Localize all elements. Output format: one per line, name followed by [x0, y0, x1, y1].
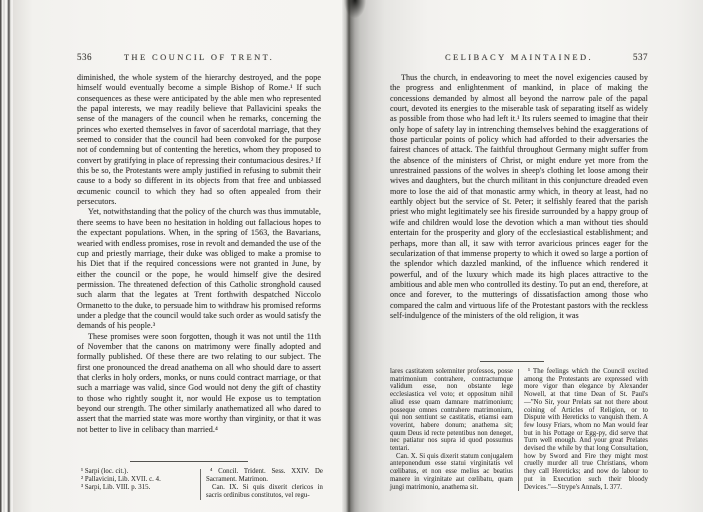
left-page-number: 536: [77, 52, 92, 62]
body-paragraph: These promises were soon forgotten, though it was not until the 11th of November that the canons on matrimony were finally adopted and formally published. Of these there are two relating to our subject. The first one pronounced the dread anathema on all who should dare to assert that clerks in holy orders, monks, or nuns could contract marriage, or that such a marriage was valid, since God would not deny the gift of chastity to those who rightly sought it, nor would He expose us to temptation beyond our strength. The other similarly anathematized all who dared to assert that the married state was more worthy than virginity, or that it was not better to live in celibacy than married.⁴: [77, 331, 321, 434]
body-paragraph: Yet, notwithstanding that the policy of the church was thus immutable, there seems to have been no hesitation in holding out fallacious hopes to the expectant populations. When, in the spring of 1563, the Bavarians, wearied with endless promises, rose in revolt and demanded the use of the cup and priestly marriage, their duke was obliged to make a promise to his Diet that if the required concessions were not granted in June, by either the council or the pope, he would himself give the desired permission. The threatened defection of this Catholic stronghold caused such alarm that the legates at Trent forthwith despatched Niccolo Ormanetto to the duke, to persuade him to withdraw his promised reforms under a pledge that the council would take such order as would satisfy the demands of his people.³: [77, 207, 321, 331]
left-page-body: [77, 73, 321, 435]
footnote: ¹ The feelings which the Council excited among the Protestants are expressed with more vigor than elegance by Alexander Nowell, at that time Dean of St. Paul's—"No Sir, your Prelats sat not there about coining of Articles of Religion, or to Dispute with Hereticks to vanquish them. A few lousy Friars, whom no Man would fear but in his Pottage or Egg-py, did serve that Turn well enough. And your great Prelates devised the while by that long Consultation, how by Sword and Fire they might most cruelly murder all true Christians, whom they call Hereticks; and now do labour to put in Execution such their bloody Devices."—Strype's Annals, I. 377.: [524, 368, 648, 491]
right-page-number: 537: [633, 52, 648, 62]
body-paragraph: diminished, the whole system of the hierarchy destroyed, and the pope himself would eventually become a simple Bishop of Rome.¹ If such consequences as these were anticipated by the able men who represented the papal interests, we may readily believe that Pallavicini speaks the sense of the managers of the council when he remarks, concerning the princes who exerted themselves in favor of sacerdotal marriage, that they seemed to consider that the council had been convoked for the purpose not of condemning but of contenting the heretics, whom they proposed to convert by gratifying in place of repressing their contumacious desires.² If this be so, the Protestants were amply justified in refusing to submit their cause to a body so different in its objects from that free and unbiassed œcumenic council to which they had so often appealed from their persecutors.: [77, 73, 321, 207]
body-paragraph: Thus the church, in endeavoring to meet the novel exigencies caused by the progress and enlightenment of mankind, in place of making the concessions demanded by almost all beyond the narrow pale of the papal court, devoted its energies to the miserable task of separating itself as widely as possible from those who had left it.¹ Its rulers seemed to imagine that their only hope of safety lay in intrenching themselves behind the exaggerations of those particular points of policy which had afforded to their adversaries the fairest chances of attack. The faithful throughout Germany might suffer from the absence of the ministers of Christ, or might endure yet more from the unrestrained passions of the wolves in sheep's clothing let loose among their wives and daughters, but the church militant in this conjuncture dreaded even more to lose the aid of that monastic army which, in theory at least, had no earthly object but the service of St. Peter; it selfishly feared that the parish priest who might legitimately see his fireside surrounded by a happy group of wife and children would lose the devotion which a man without ties should entertain for the prosperity and glory of the ecclesiastical establishment; and perhaps, more than all, it saw with terror avaricious princes eager for the secularization of that immense property to which it owed so large a portion of the splendor which dazzled mankind, of the influence which rendered it powerful, and of the luxury which made its high places attractive to the ambitious and able men who controlled its destiny. To put an end, therefore, at once and forever, to the mutterings of dissatisfaction among those who compared the calm and virtuous life of the Protestant pastors with the reckless self-indulgence of the ministers of the old religion, it was: [390, 73, 648, 320]
left-page-footnotes: [77, 468, 323, 500]
right-running-title: CELIBACY MAINTAINED.: [444, 52, 594, 62]
footnote: ² Pallavicini, Lib. XVII. c. 4.: [81, 476, 161, 483]
footnote-rule: [130, 461, 248, 462]
footnote: ⁴ Concil. Trident. Sess. XXIV. De Sacrament. Matrimon.: [206, 468, 323, 483]
footnote-column-divider: [200, 469, 201, 500]
footnote-column: [77, 468, 195, 500]
footnote-rule: [480, 361, 544, 362]
footnote-column: [390, 368, 513, 491]
right-page-body: [390, 73, 648, 321]
footnote: lares castitatem solemniter professos, posse matrimonium contrahere, contractumque validum esse, non obstante lege ecclesiastica vel voto; et oppositum nihil aliud esse quam damnare matrimonium; posseque omnes contrahere matrimonium, qui non sentiunt se castitatis, etiamsi eam voverint, habere donum; anathema sit; quum Deus id recte petentibus non deneget, nec patiatur nos supra id quod possumus tentari.: [390, 368, 513, 453]
footnote-column: [206, 468, 323, 500]
footnote: Can. X. Si quis dixerit statum conjugalem anteponendum esse statui virginitatis vel cœlibatus, et non esse melius ac beatius manere in virginitate aut cœlibatu, quam jungi matrimonio, anathema sit.: [390, 452, 513, 491]
book-gutter-shadow: [342, 0, 368, 512]
footnote-column-divider: [518, 369, 519, 491]
right-page-footnotes: [390, 368, 648, 491]
footnote: ³ Sarpi, Lib. VIII. p. 315.: [81, 484, 151, 491]
book-page-edges: [0, 0, 13, 512]
footnote: Can. IX. Si quis dixerit clericos in sacris ordinibus constitutos, vel regu-: [206, 484, 323, 499]
left-running-title: THE COUNCIL OF TRENT.: [123, 52, 275, 62]
left-page-header: [77, 52, 321, 64]
footnote-column: [524, 368, 648, 491]
right-page-header: [390, 52, 648, 64]
footnote: ¹ Sarpi (loc. cit.).: [81, 468, 129, 475]
